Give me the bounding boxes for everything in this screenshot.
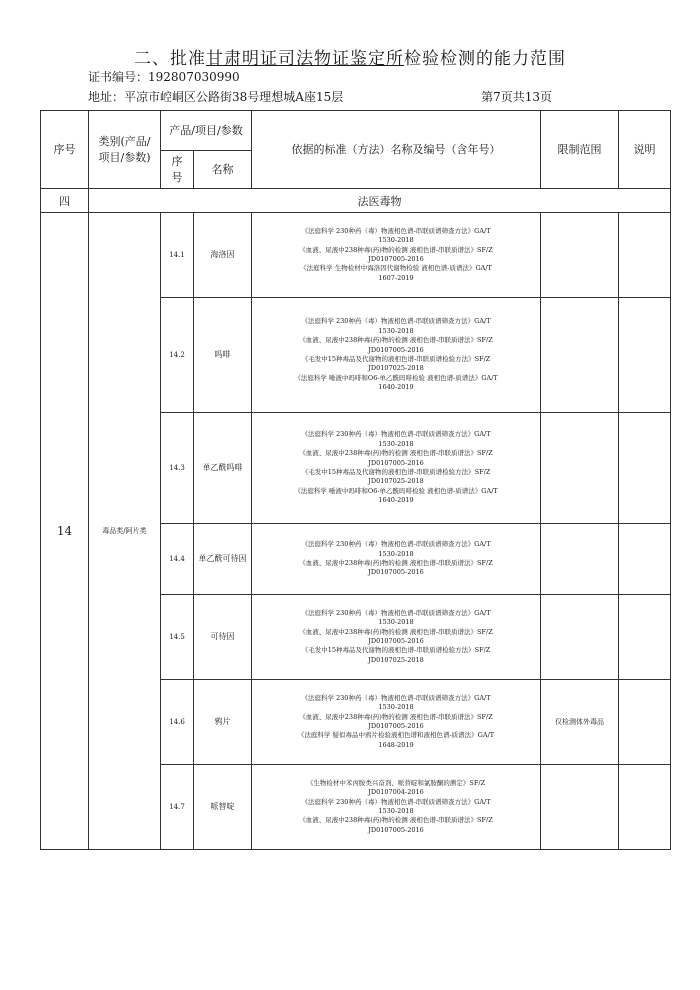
standard-line: 1648-2019 — [378, 740, 414, 749]
item-standards — [252, 413, 541, 524]
standard-line: JD0107004-2016 — [368, 788, 424, 797]
standard-line: 1530-2018 — [378, 236, 414, 245]
standard-line: 《生物检材中苯丙胺类兴奋剂、哌替啶和氯胺酮的测定》SF/Z — [306, 778, 486, 787]
item-name: 可待因 — [194, 595, 252, 680]
standard-line: JD0107005-2016 — [368, 825, 424, 834]
standard-line: 《法庭科学 230种药（毒）物液相色谱-串联质谱筛查方法》GA/T — [301, 226, 491, 235]
header-standard: 依据的标准（方法）名称及编号（含年号） — [252, 111, 541, 189]
standard-line: 1530-2018 — [378, 618, 414, 627]
standard-line: 《血液、尿液中238种毒(药)物的检测 液相色谱-串联质谱法》SF/Z — [299, 816, 493, 825]
standard-line: 《血液、尿液中238种毒(药)物的检测 液相色谱-串联质谱法》SF/Z — [299, 449, 493, 458]
item-standards — [252, 595, 541, 680]
section-name: 法医毒物 — [89, 189, 671, 213]
certificate-number-line — [88, 68, 240, 85]
standard-line: JD0107005-2016 — [368, 637, 424, 645]
item-name: 海洛因 — [194, 213, 252, 298]
section-row — [41, 189, 671, 213]
standard-line: 1607-2019 — [378, 273, 414, 282]
item-note — [619, 524, 671, 595]
item-standards — [252, 298, 541, 413]
item-note — [619, 298, 671, 413]
header-product-group: 产品/项目/参数 — [161, 111, 252, 151]
item-limit: 仅检测体外毒品 — [541, 680, 619, 765]
header-sub-seq: 序号 — [161, 151, 194, 189]
standard-line: 1640-2019 — [378, 383, 414, 392]
standard-line: 《法庭科学 唾液中吗啡和O6-单乙酰吗啡检验 液相色谱-质谱法》GA/T — [294, 373, 498, 382]
standard-line: JD0107005-2016 — [368, 458, 424, 467]
item-note — [619, 595, 671, 680]
standard-line: 《毛发中15种毒品及代谢物的液相色谱-串联质谱检验方法》SF/Z — [301, 355, 491, 363]
address-line — [88, 88, 552, 105]
standard-line: 《法庭科学 230种药（毒）物液相色谱-串联质谱筛查方法》GA/T — [301, 430, 491, 439]
item-number: 14.6 — [161, 680, 194, 765]
address-label: 地址： — [88, 90, 125, 104]
item-number: 14.3 — [161, 413, 194, 524]
item-number: 14.2 — [161, 298, 194, 413]
item-note — [619, 765, 671, 850]
standard-line: JD0107005-2016 — [368, 568, 424, 577]
item-note — [619, 213, 671, 298]
item-limit — [541, 213, 619, 298]
standard-line: 1530-2018 — [378, 439, 414, 448]
standard-line: JD0107025-2018 — [368, 655, 424, 664]
item-number: 14.4 — [161, 524, 194, 595]
item-limit — [541, 765, 619, 850]
title-suffix: 检验检测的能力范围 — [404, 49, 566, 69]
standard-line: 《法庭科学 生物检材中海洛因代谢物检验 液相色谱-质谱法》GA/T — [300, 264, 492, 273]
item-name: 单乙酰吗啡 — [194, 413, 252, 524]
item-name: 吗啡 — [194, 298, 252, 413]
standard-line: JD0107005-2016 — [368, 722, 424, 730]
standard-line: 1530-2018 — [378, 549, 414, 558]
item-standards — [252, 680, 541, 765]
header-limit: 限制范围 — [541, 111, 619, 189]
standard-line: 《血液、尿液中238种毒(药)物的检测 液相色谱-串联质谱法》SF/Z — [299, 627, 493, 636]
section-number: 四 — [41, 189, 89, 213]
item-limit — [541, 524, 619, 595]
cert-label: 证书编号： — [88, 70, 149, 84]
item-name: 哌替啶 — [194, 765, 252, 850]
standard-line: 《法庭科学 唾液中吗啡和O6-单乙酰吗啡检验 液相色谱-质谱法》GA/T — [294, 486, 498, 495]
standard-line: 1530-2018 — [378, 807, 414, 815]
header-seq: 序号 — [41, 111, 89, 189]
standard-line: 《法庭科学 230种药（毒）物液相色谱-串联质谱筛查方法》GA/T — [301, 608, 491, 617]
item-name: 单乙酰可待因 — [194, 524, 252, 595]
standard-line: JD0107025-2018 — [368, 364, 424, 373]
category-number: 14 — [41, 213, 89, 850]
item-number: 14.7 — [161, 765, 194, 850]
item-note — [619, 680, 671, 765]
item-number: 14.1 — [161, 213, 194, 298]
standard-line: 《法庭科学 230种药（毒）物液相色谱-串联质谱筛查方法》GA/T — [301, 693, 491, 702]
standard-line: 《血液、尿液中238种毒(药)物的检测 液相色谱-串联质谱法》SF/Z — [299, 336, 493, 345]
item-standards — [252, 213, 541, 298]
cert-number: 192807030990 — [148, 70, 240, 84]
standard-line: 1640-2019 — [378, 496, 414, 505]
item-limit — [541, 413, 619, 524]
standard-line: 1530-2018 — [378, 326, 414, 335]
item-limit — [541, 298, 619, 413]
standard-line: JD0107005-2016 — [368, 345, 424, 354]
standard-line: 《血液、尿液中238种毒(药)物的检测 液相色谱-串联质谱法》SF/Z — [299, 559, 493, 567]
standard-line: 《毛发中15种毒品及代谢物的液相色谱-串联质谱检验方法》SF/Z — [301, 646, 491, 655]
capability-scope-table — [40, 110, 671, 850]
category-name: 毒品类/阿片类 — [89, 213, 161, 850]
item-number: 14.5 — [161, 595, 194, 680]
header-name: 名称 — [194, 151, 252, 189]
standard-line: 《法庭科学 230种药（毒）物液相色谱-串联质谱筛查方法》GA/T — [301, 317, 491, 326]
item-note — [619, 413, 671, 524]
address-value: 平凉市崆峒区公路街38号理想城A座15层 — [124, 90, 344, 104]
item-limit — [541, 595, 619, 680]
title-prefix: 二、批准 — [134, 49, 206, 69]
header-category: 类别(产品/项目/参数) — [89, 111, 161, 189]
item-standards — [252, 765, 541, 850]
item-row — [41, 213, 671, 298]
header-note: 说明 — [619, 111, 671, 189]
standard-line: 《法庭科学 230种药（毒）物液相色谱-串联质谱筛查方法》GA/T — [301, 540, 491, 549]
standard-line: 1530-2018 — [378, 703, 414, 712]
standard-line: 《血液、尿液中238种毒(药)物的检测 液相色谱-串联质谱法》SF/Z — [299, 712, 493, 721]
standard-line: 《毛发中15种毒品及代谢物的液相色谱-串联质谱检验方法》SF/Z — [301, 468, 491, 476]
standard-line: JD0107025-2018 — [368, 477, 424, 486]
standard-line: JD0107005-2016 — [368, 255, 424, 263]
standard-line: 《法庭科学 230种药（毒）物液相色谱-串联质谱筛查方法》GA/T — [301, 797, 491, 806]
item-standards — [252, 524, 541, 595]
standard-line: 《法庭科学 疑似毒品中鸦片检验液相色谱和液相色谱-质谱法》GA/T — [297, 731, 495, 740]
title-organization: 甘肃明证司法物证鉴定所 — [206, 49, 404, 69]
address — [88, 88, 343, 105]
page-title — [0, 44, 700, 69]
item-name: 鸦片 — [194, 680, 252, 765]
standard-line: 《血液、尿液中238种毒(药)物的检测 液相色谱-串联质谱法》SF/Z — [299, 245, 493, 254]
page-info: 第7页共13页 — [481, 90, 552, 104]
